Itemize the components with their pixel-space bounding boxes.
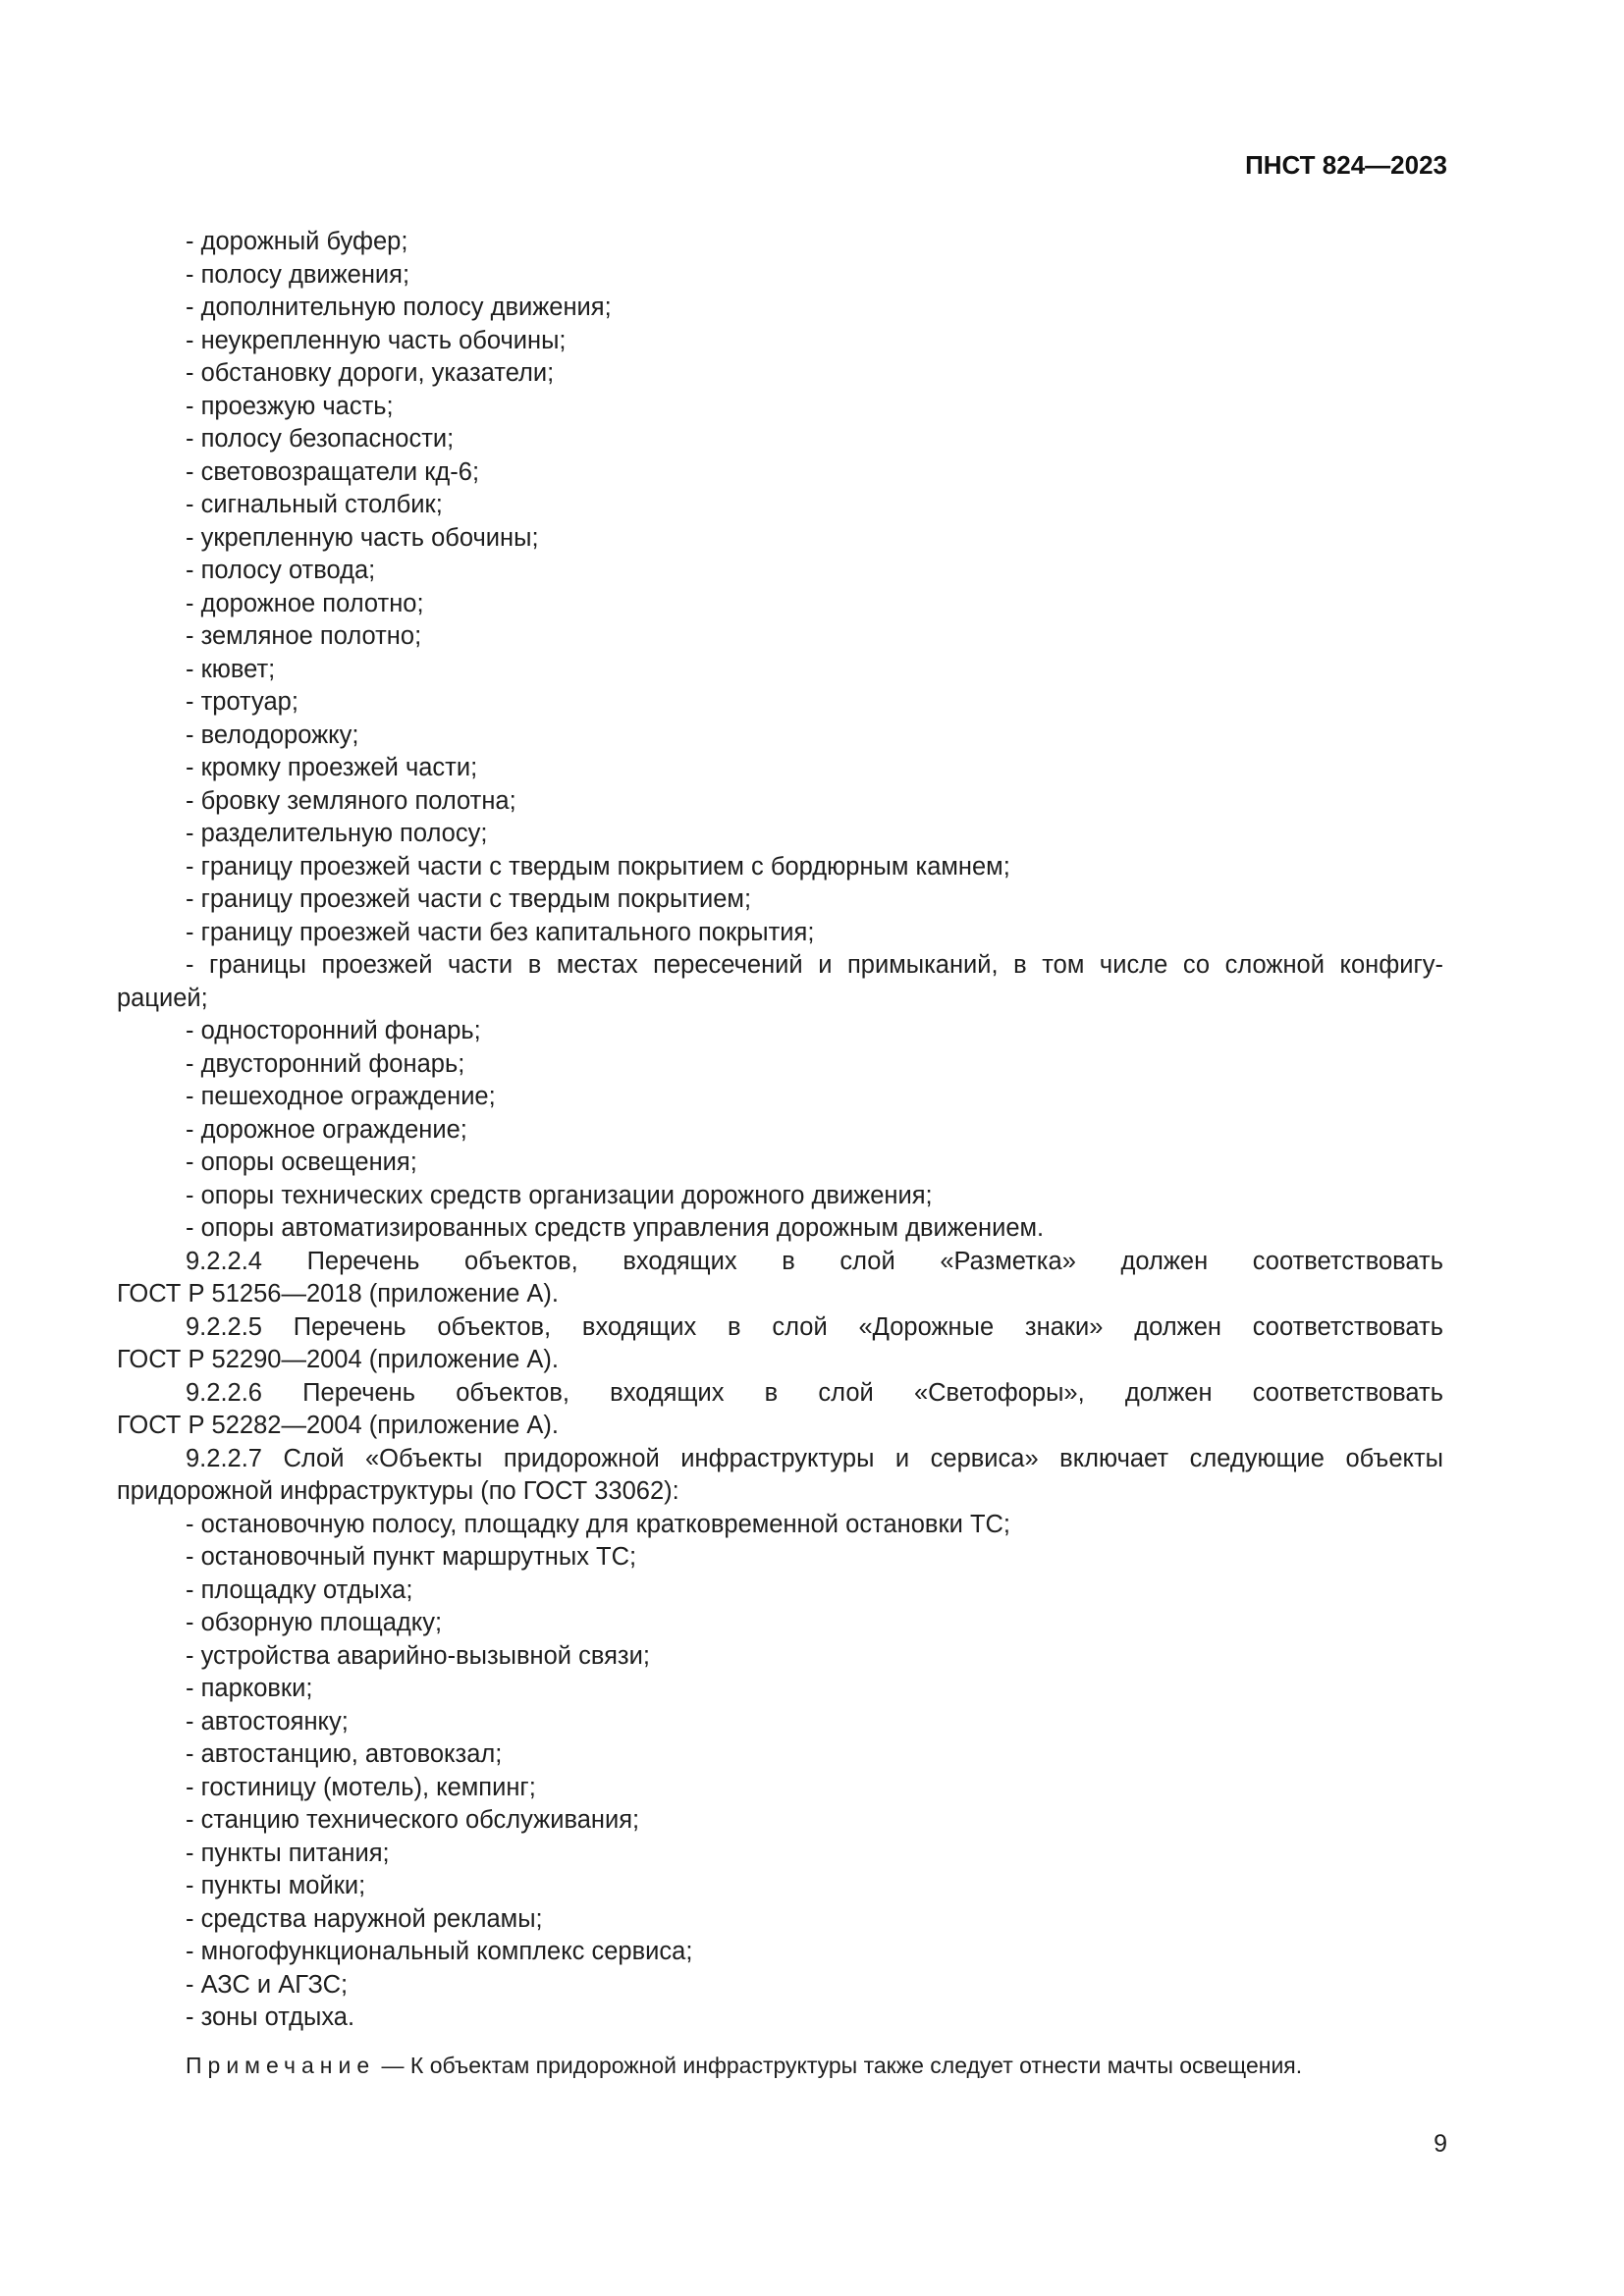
paragraph-line: ГОСТ Р 52282—2004 (приложение А). bbox=[117, 1412, 559, 1439]
list-item: - кювет; bbox=[186, 655, 276, 683]
list-item-wrapped: - границы проезжей части в местах пересечений и примыканий, в том числе со сложной конфигу- bbox=[186, 951, 1443, 979]
document-body bbox=[117, 226, 1443, 2035]
list-item: - земляное полотно; bbox=[186, 622, 422, 650]
list-item: - укрепленную часть обочины; bbox=[186, 523, 539, 552]
list-item: - дорожное ограждение; bbox=[186, 1115, 467, 1144]
list-item: - парковки; bbox=[186, 1675, 313, 1702]
list-item: - опоры автоматизированных средств управления дорожным движением. bbox=[186, 1214, 1045, 1242]
list-item: - обстановку дороги, указатели; bbox=[186, 359, 555, 387]
list-item: - разделительную полосу; bbox=[186, 820, 488, 847]
paragraph-line: 9.2.2.6 Перечень объектов, входящих в слой «Светофоры», должен соответствовать bbox=[186, 1378, 1443, 1407]
list-item: - автостанцию, автовокзал; bbox=[186, 1740, 503, 1768]
paragraph-9-2-2-5 bbox=[117, 1311, 1443, 1377]
list-item: - односторонний фонарь; bbox=[186, 1017, 481, 1044]
list-item: - двусторонний фонарь; bbox=[186, 1049, 465, 1078]
note bbox=[186, 2051, 1443, 2080]
list-item: - опоры освещения; bbox=[186, 1148, 417, 1176]
page-number: 9 bbox=[1434, 2130, 1447, 2158]
list-item: - полосу безопасности; bbox=[186, 425, 455, 453]
list-item: - сигнальный столбик; bbox=[186, 491, 443, 518]
list-item-wrapped-continuation: рацией; bbox=[117, 984, 208, 1012]
list-item: - средства наружной рекламы; bbox=[186, 1904, 543, 1933]
paragraph-line: ГОСТ Р 52290—2004 (приложение А). bbox=[117, 1346, 559, 1373]
list-item: - АЗС и АГЗС; bbox=[186, 1970, 349, 1999]
list-item: - световозращатели кд-6; bbox=[186, 457, 480, 486]
paragraph-line: придорожной инфраструктуры (по ГОСТ 33062): bbox=[117, 1477, 679, 1505]
list-item: - полосу движения; bbox=[186, 260, 410, 289]
list-item: - остановочный пункт маршрутных ТС; bbox=[186, 1543, 637, 1571]
paragraph-9-2-2-4 bbox=[117, 1246, 1443, 1311]
list-item: - дорожный буфер; bbox=[186, 228, 408, 255]
list-item: - тротуар; bbox=[186, 688, 298, 716]
objects-list-roads bbox=[117, 226, 1443, 1246]
list-item: - полосу отвода; bbox=[186, 557, 376, 584]
list-item: - обзорную площадку; bbox=[186, 1609, 443, 1636]
list-item: - пункты мойки; bbox=[186, 1872, 366, 1899]
list-item: - границу проезжей части с твердым покрытием с бордюрным камнем; bbox=[186, 852, 1010, 881]
list-item: - многофункциональный комплекс сервиса; bbox=[186, 1938, 693, 1965]
list-item: - кромку проезжей части; bbox=[186, 754, 478, 781]
list-item: - остановочную полосу, площадку для кратковременной остановки ТС; bbox=[186, 1510, 1011, 1538]
list-item: - устройства аварийно-вызывной связи; bbox=[186, 1641, 650, 1670]
list-item: - автостоянку; bbox=[186, 1707, 349, 1735]
paragraph-9-2-2-6 bbox=[117, 1377, 1443, 1443]
list-item: - дополнительную полосу движения; bbox=[186, 294, 612, 321]
list-item: - границу проезжей части без капитального покрытия; bbox=[186, 918, 815, 946]
document-code: ПНСТ 824—2023 bbox=[1245, 150, 1447, 180]
paragraph-line: 9.2.2.4 Перечень объектов, входящих в слой «Разметка» должен соответствовать bbox=[186, 1247, 1443, 1275]
list-item: - зоны отдыха. bbox=[186, 2003, 355, 2031]
paragraph-line: 9.2.2.5 Перечень объектов, входящих в слой «Дорожные знаки» должен соответствовать bbox=[186, 1312, 1443, 1341]
list-item: - пункты питания; bbox=[186, 1839, 390, 1867]
list-item: - велодорожку; bbox=[186, 721, 359, 749]
list-item: - неукрепленную часть обочины; bbox=[186, 326, 567, 354]
objects-list-infrastructure bbox=[117, 1509, 1443, 2035]
paragraph-line: ГОСТ Р 51256—2018 (приложение А). bbox=[117, 1280, 559, 1308]
list-item: - границу проезжей части с твердым покрытием; bbox=[186, 885, 752, 913]
list-item: - станцию технического обслуживания; bbox=[186, 1806, 640, 1834]
paragraph-line: 9.2.2.7 Слой «Объекты придорожной инфраструктуры и сервиса» включает следующие объекты bbox=[186, 1444, 1443, 1472]
note-text: — К объектам придорожной инфраструктуры также следует отнести мачты освещения. bbox=[375, 2053, 1303, 2078]
paragraph-9-2-2-7 bbox=[117, 1443, 1443, 1509]
list-item: - пешеходное ограждение; bbox=[186, 1083, 496, 1110]
list-item: - дорожное полотно; bbox=[186, 589, 424, 617]
list-item: - гостиницу (мотель), кемпинг; bbox=[186, 1773, 536, 1801]
list-item: - проезжую часть; bbox=[186, 392, 394, 420]
note-label: Примечание bbox=[186, 2053, 376, 2078]
list-item: - площадку отдыха; bbox=[186, 1575, 413, 1604]
list-item: - бровку земляного полотна; bbox=[186, 786, 516, 815]
list-item: - опоры технических средств организации дорожного движения; bbox=[186, 1181, 933, 1209]
